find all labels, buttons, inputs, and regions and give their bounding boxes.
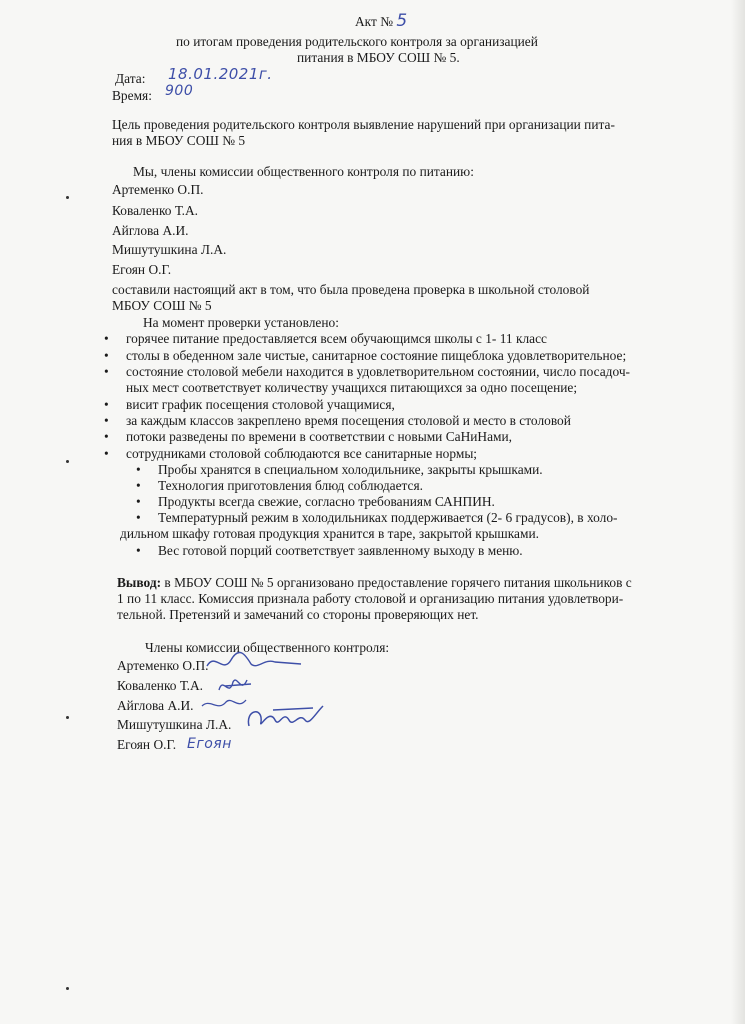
compiled-line-2: МБОУ СОШ № 5 [112,298,212,313]
signature-member: Айглова А.И. [117,698,194,713]
finding-item: • столы в обеденном зале чистые, санитарное состояние пищеблока удовлетворительное; [126,348,626,364]
signature-member: Артеменко О.П. [117,658,209,673]
finding-sub-item: • Пробы хранятся в специальном холодильнике, закрыты крышками. [158,462,543,478]
finding-item: • горячее питание предоставляется всем обучающимся школы с 1- 11 класс [126,331,547,347]
conclusion-line-2: 1 по 11 класс. Комиссия признала работу столовой и организацию питания удовлетвори- [117,591,624,606]
commission-member: Мишутушкина Л.А. [112,242,227,257]
scan-speck [66,460,69,463]
commission-intro: Мы, члены комиссии общественного контроля по питанию: [133,164,474,179]
purpose-line-1: Цель проведения родительского контроля выявление нарушений при организации пита- [112,117,615,132]
scan-speck [66,196,69,199]
finding-item-continuation: ных мест соответствует количеству учащихся питающихся за одно посещение; [126,380,578,395]
scan-speck [66,987,69,990]
commission-member: Егоян О.Г. [112,262,172,277]
act-number-handwritten: 5 [396,11,408,31]
signature-mishutushkina [243,700,333,736]
finding-sub-item-continuation: дильном шкафу готовая продукция хранится в таре, закрытой крышками. [120,526,539,541]
conclusion-line-3: тельной. Претензий и замечаний со стороны проверяющих нет. [117,607,479,622]
finding-sub-item: • Продукты всегда свежие, согласно требованиям САНПИН. [158,494,495,510]
finding-item: • сотрудниками столовой соблюдаются все санитарные нормы; [126,446,477,462]
act-title: Акт № 5 [355,11,408,31]
finding-sub-item: • Температурный режим в холодильниках поддерживается (2- 6 градусов), в холо- [158,510,618,526]
signatures-title: Члены комиссии общественного контроля: [145,640,390,655]
findings-intro: На момент проверки установлено: [143,315,339,330]
purpose-line-2: ния в МБОУ СОШ № 5 [112,133,246,148]
scan-speck [66,716,69,719]
finding-item: • потоки разведены по времени в соответствии с новыми СаНиНами, [126,429,512,445]
commission-member: Коваленко Т.А. [112,203,199,218]
finding-item: • за каждым классов закреплено время посещения столовой и место в столовой [126,413,571,429]
date-label: Дата: [115,71,146,86]
scan-edge-shadow [731,0,745,1024]
time-value-handwritten: 900 [165,83,194,99]
compiled-line-1: составили настоящий акт в том, что была проведена проверка в школьной столовой [112,282,590,297]
signature-member: Коваленко Т.А. [117,678,204,693]
conclusion-line-1: Вывод: в МБОУ СОШ № 5 организовано предоставление горячего питания школьников с [117,575,632,590]
signature-member: Мишутушкина Л.А. [117,717,232,732]
finding-item: • состояние столовой мебели находится в удовлетворительном состоянии, число посадоч- [126,364,630,380]
finding-item: • висит график посещения столовой учащимися, [126,397,395,413]
header-line-1: по итогам проведения родительского контроля за организацией [176,34,538,49]
finding-sub-item: • Вес готовой порций соответствует заявленному выходу в меню. [158,543,523,559]
commission-member: Айглова А.И. [112,223,189,238]
conclusion-label: Вывод: [117,575,162,590]
time-label: Время: [112,88,152,103]
signature-egoyan-handwritten: Егоян [187,736,232,752]
finding-sub-item: • Технология приготовления блюд соблюдается. [158,478,423,494]
header-line-2: питания в МБОУ СОШ № 5. [297,50,460,65]
signature-member: Егоян О.Г. [117,737,177,752]
date-value-handwritten: 18.01.2021г. [168,65,273,83]
commission-member: Артеменко О.П. [112,182,204,197]
